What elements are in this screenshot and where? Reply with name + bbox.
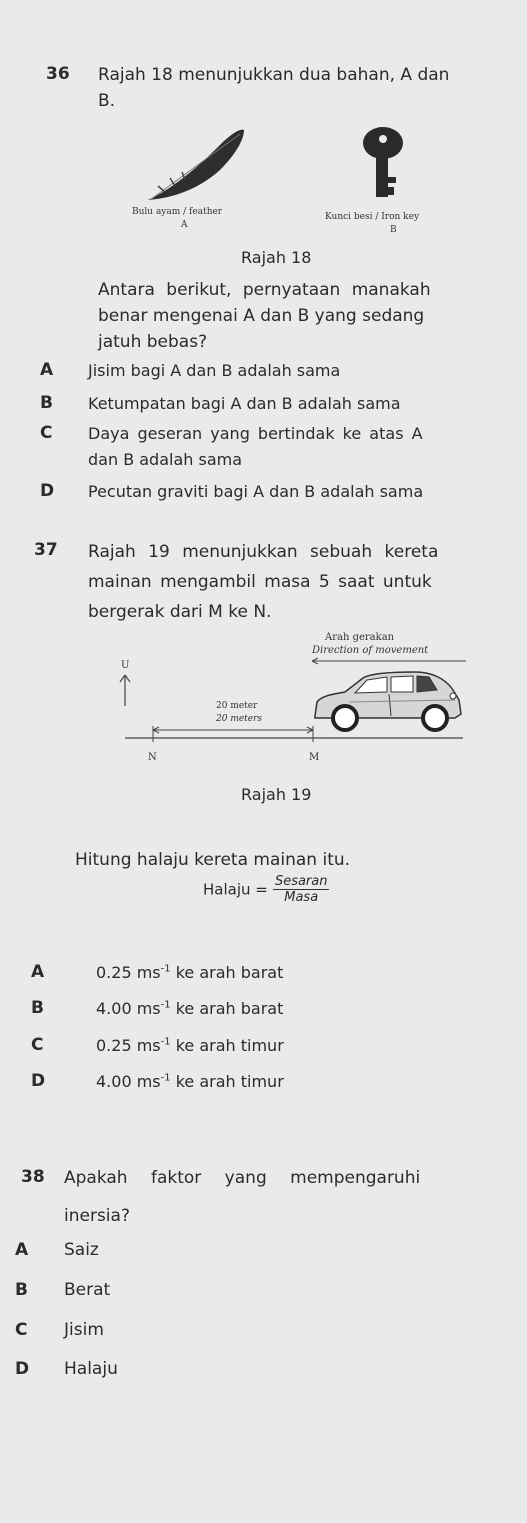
direction-label: Arah gerakan — [325, 632, 395, 643]
option-text[interactable]: Ketumpatan bagi A dan B adalah sama — [88, 394, 401, 413]
option-letter[interactable]: D — [40, 481, 55, 501]
option-text[interactable]: Daya geseran yang bertindak ke atas A — [88, 424, 423, 443]
feather-letter: A — [181, 220, 188, 230]
distance-label-en: 20 meters — [216, 714, 263, 724]
option-text[interactable]: 0.25 $ms^{-1}$ ke arah timur — [96, 1036, 284, 1055]
figure-caption: Rajah 19 — [241, 785, 312, 804]
question-stem: mainan mengambil masa 5 saat untuk — [88, 572, 432, 592]
point-m-label: M — [309, 752, 320, 763]
question-text: Antara berikut, pernyataan manakah — [98, 280, 431, 300]
option-text[interactable]: Jisim — [64, 1320, 104, 1340]
key-illustration — [355, 125, 415, 205]
key-label: Kunci besi / Iron key — [325, 212, 420, 222]
option-letter[interactable]: C — [15, 1320, 28, 1340]
option-text[interactable]: 0.25 $ms^{-1}$ ke arah barat — [96, 963, 284, 982]
question-stem: bergerak dari M ke N. — [88, 602, 272, 622]
question-stem: Rajah 19 menunjukkan sebuah kereta — [88, 542, 439, 562]
question-stem: inersia? — [64, 1206, 130, 1226]
option-text[interactable]: 4.00 $ms^{-1}$ ke arah barat — [96, 999, 284, 1018]
point-n-label: N — [148, 752, 157, 763]
question-number: 38 — [21, 1167, 45, 1187]
feather-label: Bulu ayam / feather — [132, 207, 223, 217]
option-text[interactable]: Berat — [64, 1280, 111, 1300]
formula-numerator: Sesaran — [274, 874, 328, 889]
option-letter[interactable]: C — [31, 1035, 44, 1055]
question-number: 37 — [34, 540, 58, 560]
option-text[interactable]: Halaju — [64, 1359, 118, 1379]
option-letter[interactable]: B — [31, 998, 44, 1018]
formula — [203, 874, 329, 905]
question-text: jatuh bebas? — [98, 332, 208, 352]
option-letter[interactable]: D — [31, 1071, 46, 1091]
question-number: 36 — [46, 64, 70, 84]
option-letter[interactable]: A — [40, 360, 54, 380]
option-letter[interactable]: B — [15, 1280, 28, 1300]
figure-caption: Rajah 18 — [241, 248, 312, 267]
question-stem: B. — [98, 91, 116, 111]
key-letter: B — [390, 225, 397, 235]
option-letter[interactable]: D — [15, 1359, 30, 1379]
north-arrow-icon — [117, 672, 133, 708]
option-text[interactable]: dan B adalah sama — [88, 450, 243, 469]
option-letter[interactable]: A — [31, 962, 45, 982]
question-stem: Apakah faktor yang mempengaruhi — [64, 1168, 421, 1188]
option-letter[interactable]: C — [40, 423, 53, 443]
formula-denominator: Masa — [284, 890, 319, 905]
north-label: U — [121, 660, 130, 671]
question-stem: Rajah 18 menunjukkan dua bahan, A dan — [98, 65, 450, 85]
question-text: Hitung halaju kereta mainan itu. — [75, 850, 351, 870]
distance-label: 20 meter — [216, 701, 258, 711]
feather-illustration — [140, 120, 250, 210]
option-text[interactable]: Jisim bagi A dan B adalah sama — [88, 361, 341, 380]
distance-line — [125, 720, 465, 742]
option-text[interactable]: Saiz — [64, 1240, 99, 1260]
formula-lhs: Halaju = — [203, 880, 268, 899]
option-text[interactable]: Pecutan graviti bagi A dan B adalah sama — [88, 482, 424, 501]
option-text[interactable]: 4.00 $ms^{-1}$ ke arah timur — [96, 1072, 284, 1091]
question-text: benar mengenai A dan B yang sedang — [98, 306, 425, 326]
formula-fraction — [273, 874, 330, 905]
option-letter[interactable]: A — [15, 1240, 29, 1260]
direction-label-en: Direction of movement — [312, 645, 429, 656]
direction-arrow — [308, 656, 468, 666]
option-letter[interactable]: B — [40, 393, 53, 413]
